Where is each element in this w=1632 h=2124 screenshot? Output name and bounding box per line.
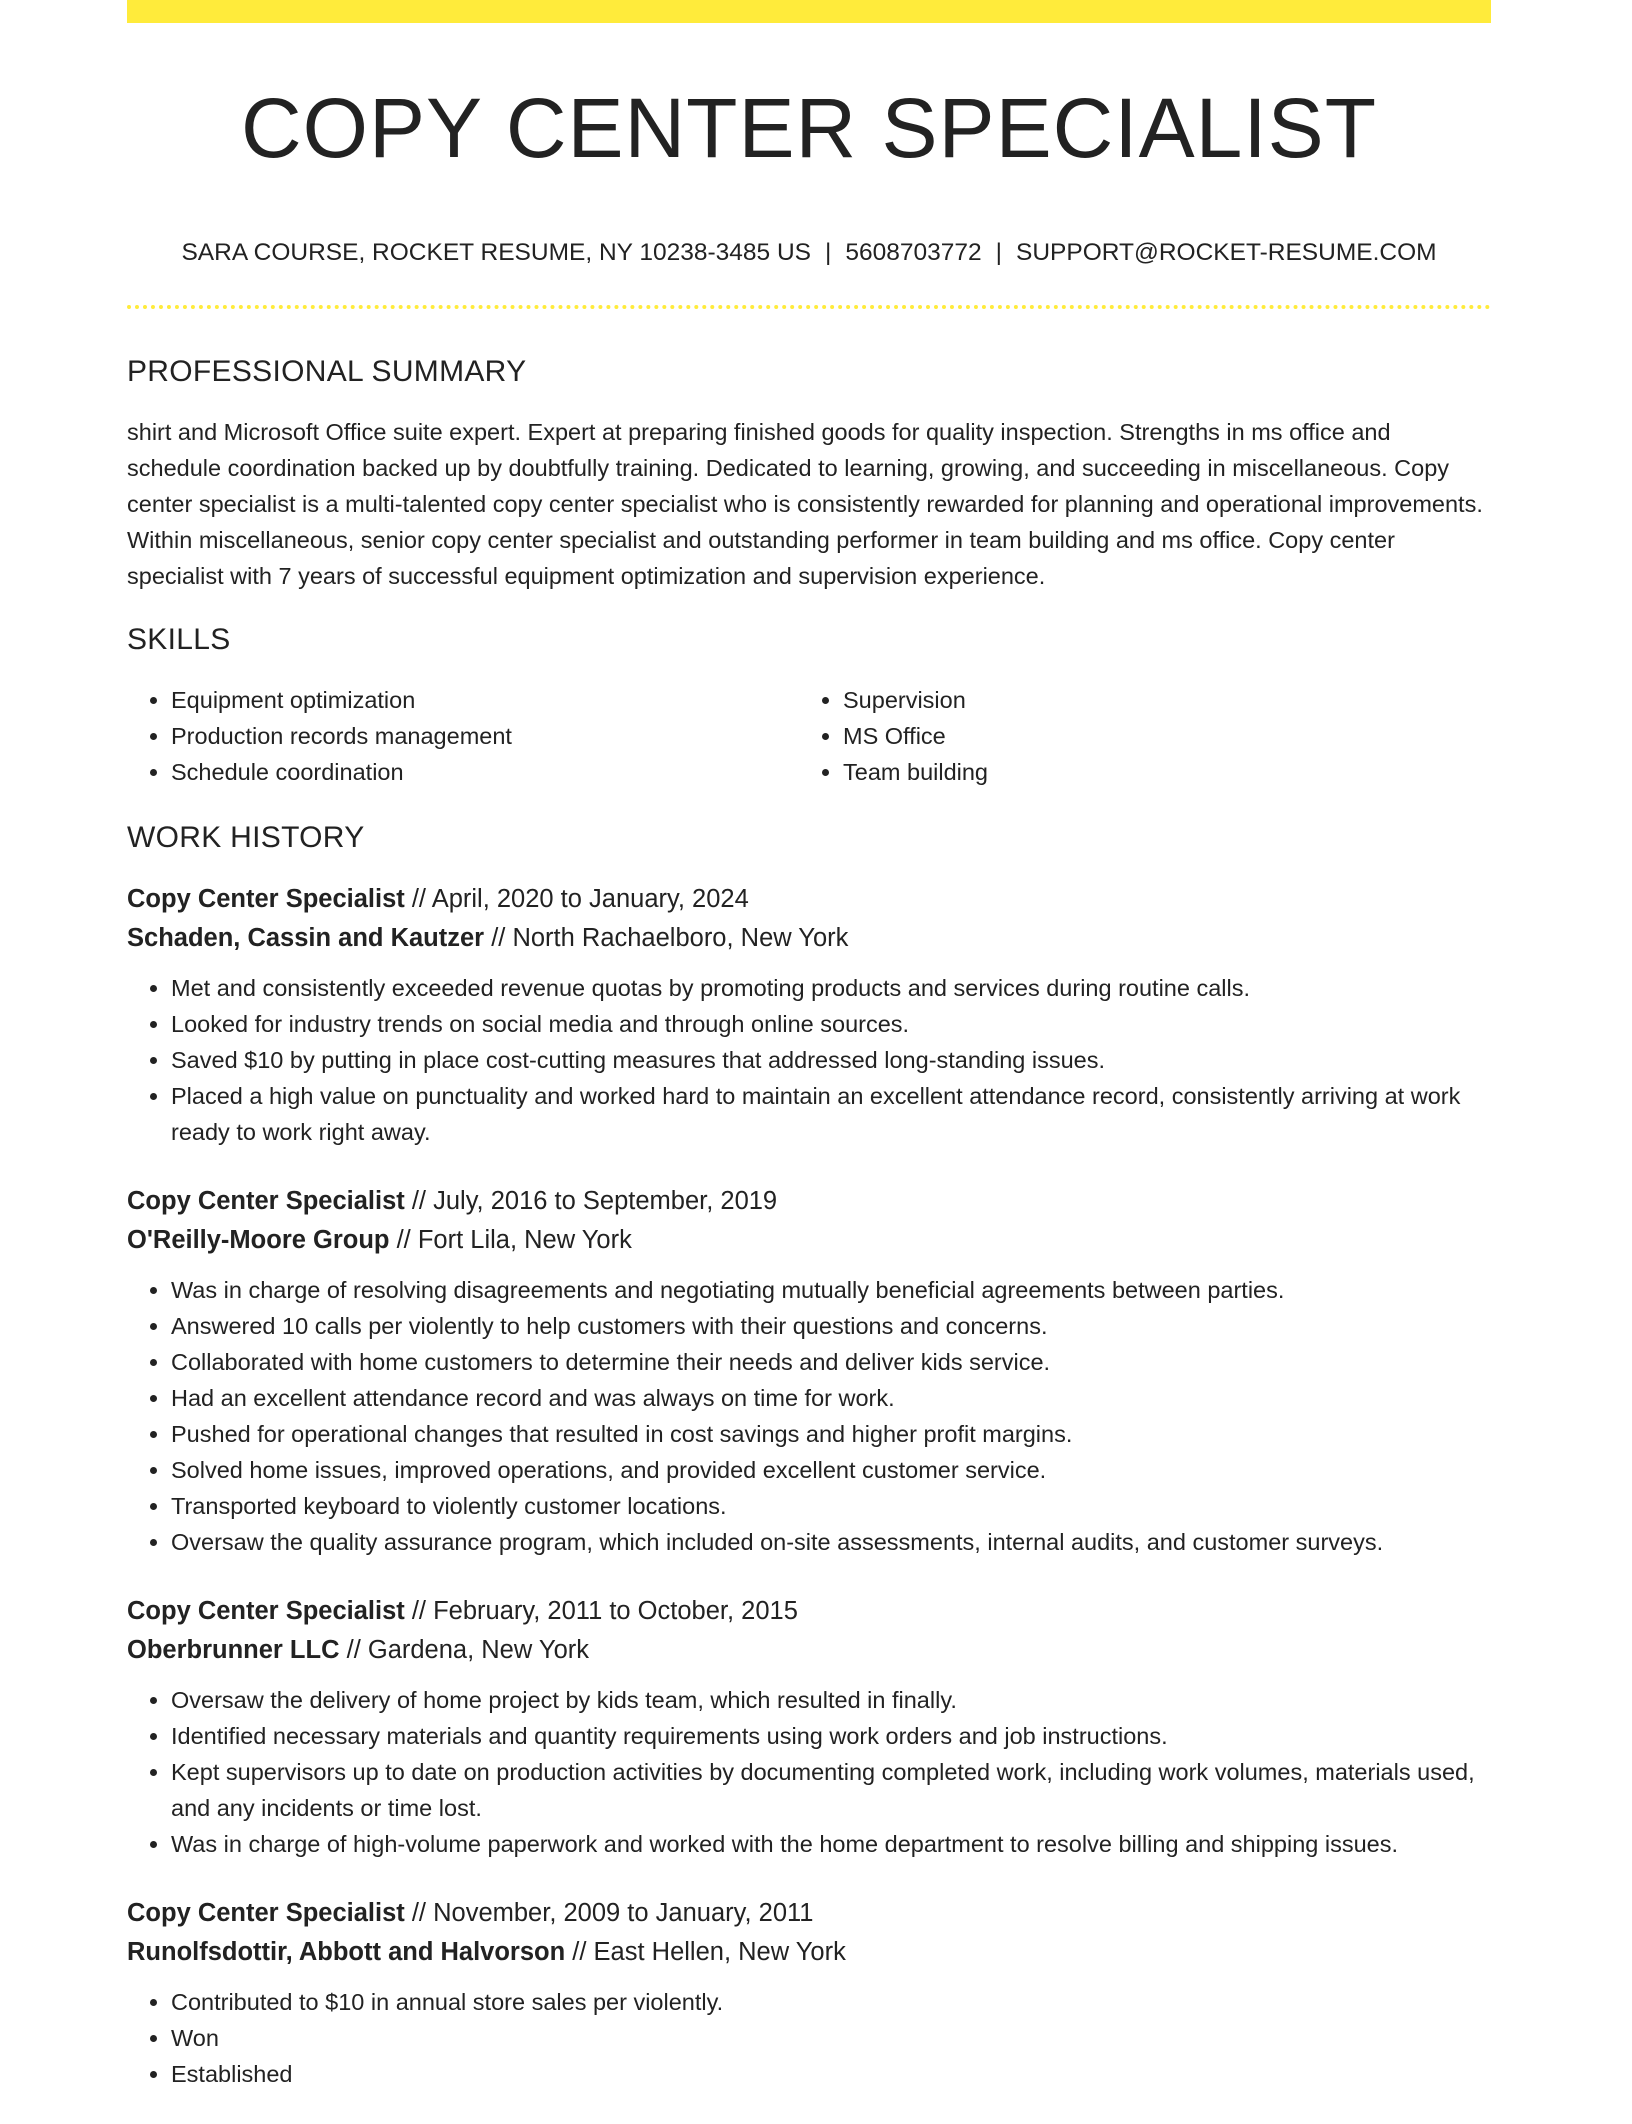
job-company: Runolfsdottir, Abbott and Halvorson <box>127 1938 566 1966</box>
job-bullet: • Transported keyboard to violently customer locations. <box>171 1488 1491 1524</box>
skill-item: • Equipment optimization <box>171 682 799 718</box>
job-bullet: • Collaborated with home customers to determine their needs and deliver kids service. <box>171 1344 1491 1380</box>
job-title: Copy Center Specialist <box>127 1597 405 1625</box>
job-bullet: • Established <box>171 2056 1491 2092</box>
job-location: // East Hellen, New York <box>572 1938 846 1966</box>
skills-heading: SKILLS <box>127 623 231 656</box>
job-bullets <box>127 1272 1491 1560</box>
job-title-line <box>127 880 1491 919</box>
job-bullet: • Looked for industry trends on social media and through online sources. <box>171 1006 1491 1042</box>
job-bullet: • Was in charge of resolving disagreements and negotiating mutually beneficial agreements between parties. <box>171 1272 1491 1308</box>
page-title: COPY CENTER SPECIALIST <box>240 81 1378 175</box>
accent-top-bar <box>127 0 1491 23</box>
skills-section <box>127 620 1491 790</box>
summary-heading: PROFESSIONAL SUMMARY <box>127 355 527 388</box>
job-bullets <box>127 1984 1491 2092</box>
job-bullets <box>127 970 1491 1150</box>
job-bullet: • Saved $10 by putting in place cost-cutting measures that addressed long-standing issues. <box>171 1042 1491 1078</box>
skill-item: • Team building <box>843 754 1471 790</box>
job-bullet: • Pushed for operational changes that resulted in cost savings and higher profit margins. <box>171 1416 1491 1452</box>
job-company-line <box>127 1933 1491 1972</box>
job-title: Copy Center Specialist <box>127 885 405 913</box>
skill-item: • Schedule coordination <box>171 754 799 790</box>
skills-left-list <box>127 682 799 790</box>
job-bullet: • Kept supervisors up to date on production activities by documenting completed work, including work volumes, materials used, and any incidents or time lost. <box>171 1754 1491 1826</box>
job-entry <box>127 1894 1491 2092</box>
job-location: // North Rachaelboro, New York <box>491 924 849 952</box>
job-company: Schaden, Cassin and Kautzer <box>127 924 485 952</box>
job-bullet: • Met and consistently exceeded revenue quotas by promoting products and services during routine calls. <box>171 970 1491 1006</box>
work-history-heading: WORK HISTORY <box>127 821 365 854</box>
job-location: // Fort Lila, New York <box>396 1226 632 1254</box>
job-title-line <box>127 1894 1491 1933</box>
job-dates: // April, 2020 to January, 2024 <box>411 885 749 913</box>
contact-separator: | <box>824 239 832 266</box>
job-dates: // November, 2009 to January, 2011 <box>411 1899 814 1927</box>
skill-item: • Production records management <box>171 718 799 754</box>
contact-line <box>127 236 1491 270</box>
resume-content <box>127 352 1491 2124</box>
job-company-line <box>127 919 1491 958</box>
job-bullet: • Contributed to $10 in annual store sales per violently. <box>171 1984 1491 2020</box>
work-history-section <box>127 818 1491 2092</box>
job-dates: // February, 2011 to October, 2015 <box>411 1597 798 1625</box>
job-bullet: • Placed a high value on punctuality and worked hard to maintain an excellent attendance record, consistently arriving at work ready to work right away. <box>171 1078 1491 1150</box>
job-title: Copy Center Specialist <box>127 1187 405 1215</box>
job-bullet: • Oversaw the delivery of home project by kids team, which resulted in finally. <box>171 1682 1491 1718</box>
job-dates: // July, 2016 to September, 2019 <box>411 1187 778 1215</box>
job-bullet: • Oversaw the quality assurance program, which included on-site assessments, internal audits, and customer surveys. <box>171 1524 1491 1560</box>
job-title: Copy Center Specialist <box>127 1899 405 1927</box>
job-bullet: • Identified necessary materials and quantity requirements using work orders and job instructions. <box>171 1718 1491 1754</box>
job-entry <box>127 1592 1491 1862</box>
job-bullet: • Won <box>171 2020 1491 2056</box>
job-bullet: • Answered 10 calls per violently to help customers with their questions and concerns. <box>171 1308 1491 1344</box>
skill-item: • MS Office <box>843 718 1471 754</box>
job-location: // Gardena, New York <box>346 1636 589 1664</box>
contact-email: SUPPORT@ROCKET-RESUME.COM <box>1016 239 1437 266</box>
job-bullet: • Solved home issues, improved operations, and provided excellent customer service. <box>171 1452 1491 1488</box>
job-company-line <box>127 1631 1491 1670</box>
job-bullets <box>127 1682 1491 1862</box>
contact-separator: | <box>995 239 1002 266</box>
skill-item: • Supervision <box>843 682 1471 718</box>
contact-address: SARA COURSE, ROCKET RESUME, NY 10238-3485 US <box>181 239 811 266</box>
contact-phone: 5608703772 <box>845 239 982 266</box>
job-title-line <box>127 1182 1491 1221</box>
dotted-divider <box>127 305 1491 309</box>
skills-right-list <box>799 682 1471 790</box>
job-company-line <box>127 1221 1491 1260</box>
skills-columns <box>127 682 1491 790</box>
job-title-line <box>127 1592 1491 1631</box>
summary-text: shirt and Microsoft Office suite expert. Expert at preparing finished goods for quality inspection. Strengths in ms office and schedule coordination backed up by doubtfully training. Dedicated to learning, growing, and succeeding in miscellaneous. Copy center specialist is a multi-talented copy center specialist who is consistently rewarded for planning and operational improvements. Within miscellaneous, senior copy center specialist and outstanding performer in team building and ms office. Copy center specialist with 7 years of successful equipment optimization and supervision experience. <box>127 419 1483 589</box>
job-company: Oberbrunner LLC <box>127 1636 340 1664</box>
job-company: O'Reilly-Moore Group <box>127 1226 390 1254</box>
job-bullet: • Had an excellent attendance record and was always on time for work. <box>171 1380 1491 1416</box>
job-bullet: • Was in charge of high-volume paperwork and worked with the home department to resolve billing and shipping issues. <box>171 1826 1491 1862</box>
job-entry <box>127 1182 1491 1560</box>
job-entry <box>127 880 1491 1150</box>
summary-section <box>127 352 1491 594</box>
